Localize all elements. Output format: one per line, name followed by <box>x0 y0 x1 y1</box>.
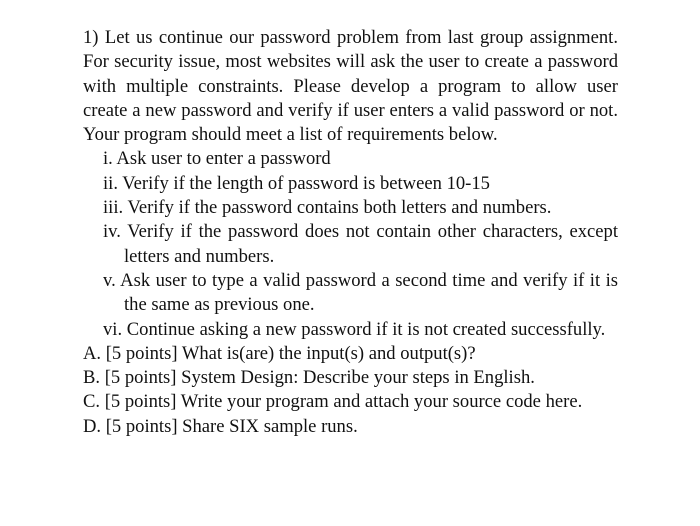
requirement-item: vi. Continue asking a new password if it is not created successfully. <box>103 318 606 340</box>
assignment-document <box>83 26 618 439</box>
requirement-item: v. Ask user to type a valid password a second time and verify if it is the same as previous one. <box>103 269 618 316</box>
question-item: D. [5 points] Share SIX sample runs. <box>83 415 358 437</box>
question-item: A. [5 points] What is(are) the input(s) and output(s)? <box>83 342 476 364</box>
question-item: B. [5 points] System Design: Describe your steps in English. <box>83 367 535 389</box>
question-item: C. [5 points] Write your program and attach your source code here. <box>83 391 583 413</box>
requirement-item: iv. Verify if the password does not contain other characters, except letters and numbers. <box>103 221 618 267</box>
requirements-list <box>83 147 618 341</box>
requirement-item: ii. Verify if the length of password is between 10-15 <box>103 172 490 194</box>
requirement-item: iii. Verify if the password contains both letters and numbers. <box>103 197 552 219</box>
problem-intro: 1) Let us continue our password problem from last group assignment. For security issue, most websites will ask the user to create a password with multiple constraints. Please develop a program to allow user create a new password and verify if user enters a valid password or not. Your program should meet a list of requirements below. <box>83 27 618 146</box>
requirement-item: i. Ask user to enter a password <box>103 148 331 170</box>
questions-list <box>83 342 618 439</box>
